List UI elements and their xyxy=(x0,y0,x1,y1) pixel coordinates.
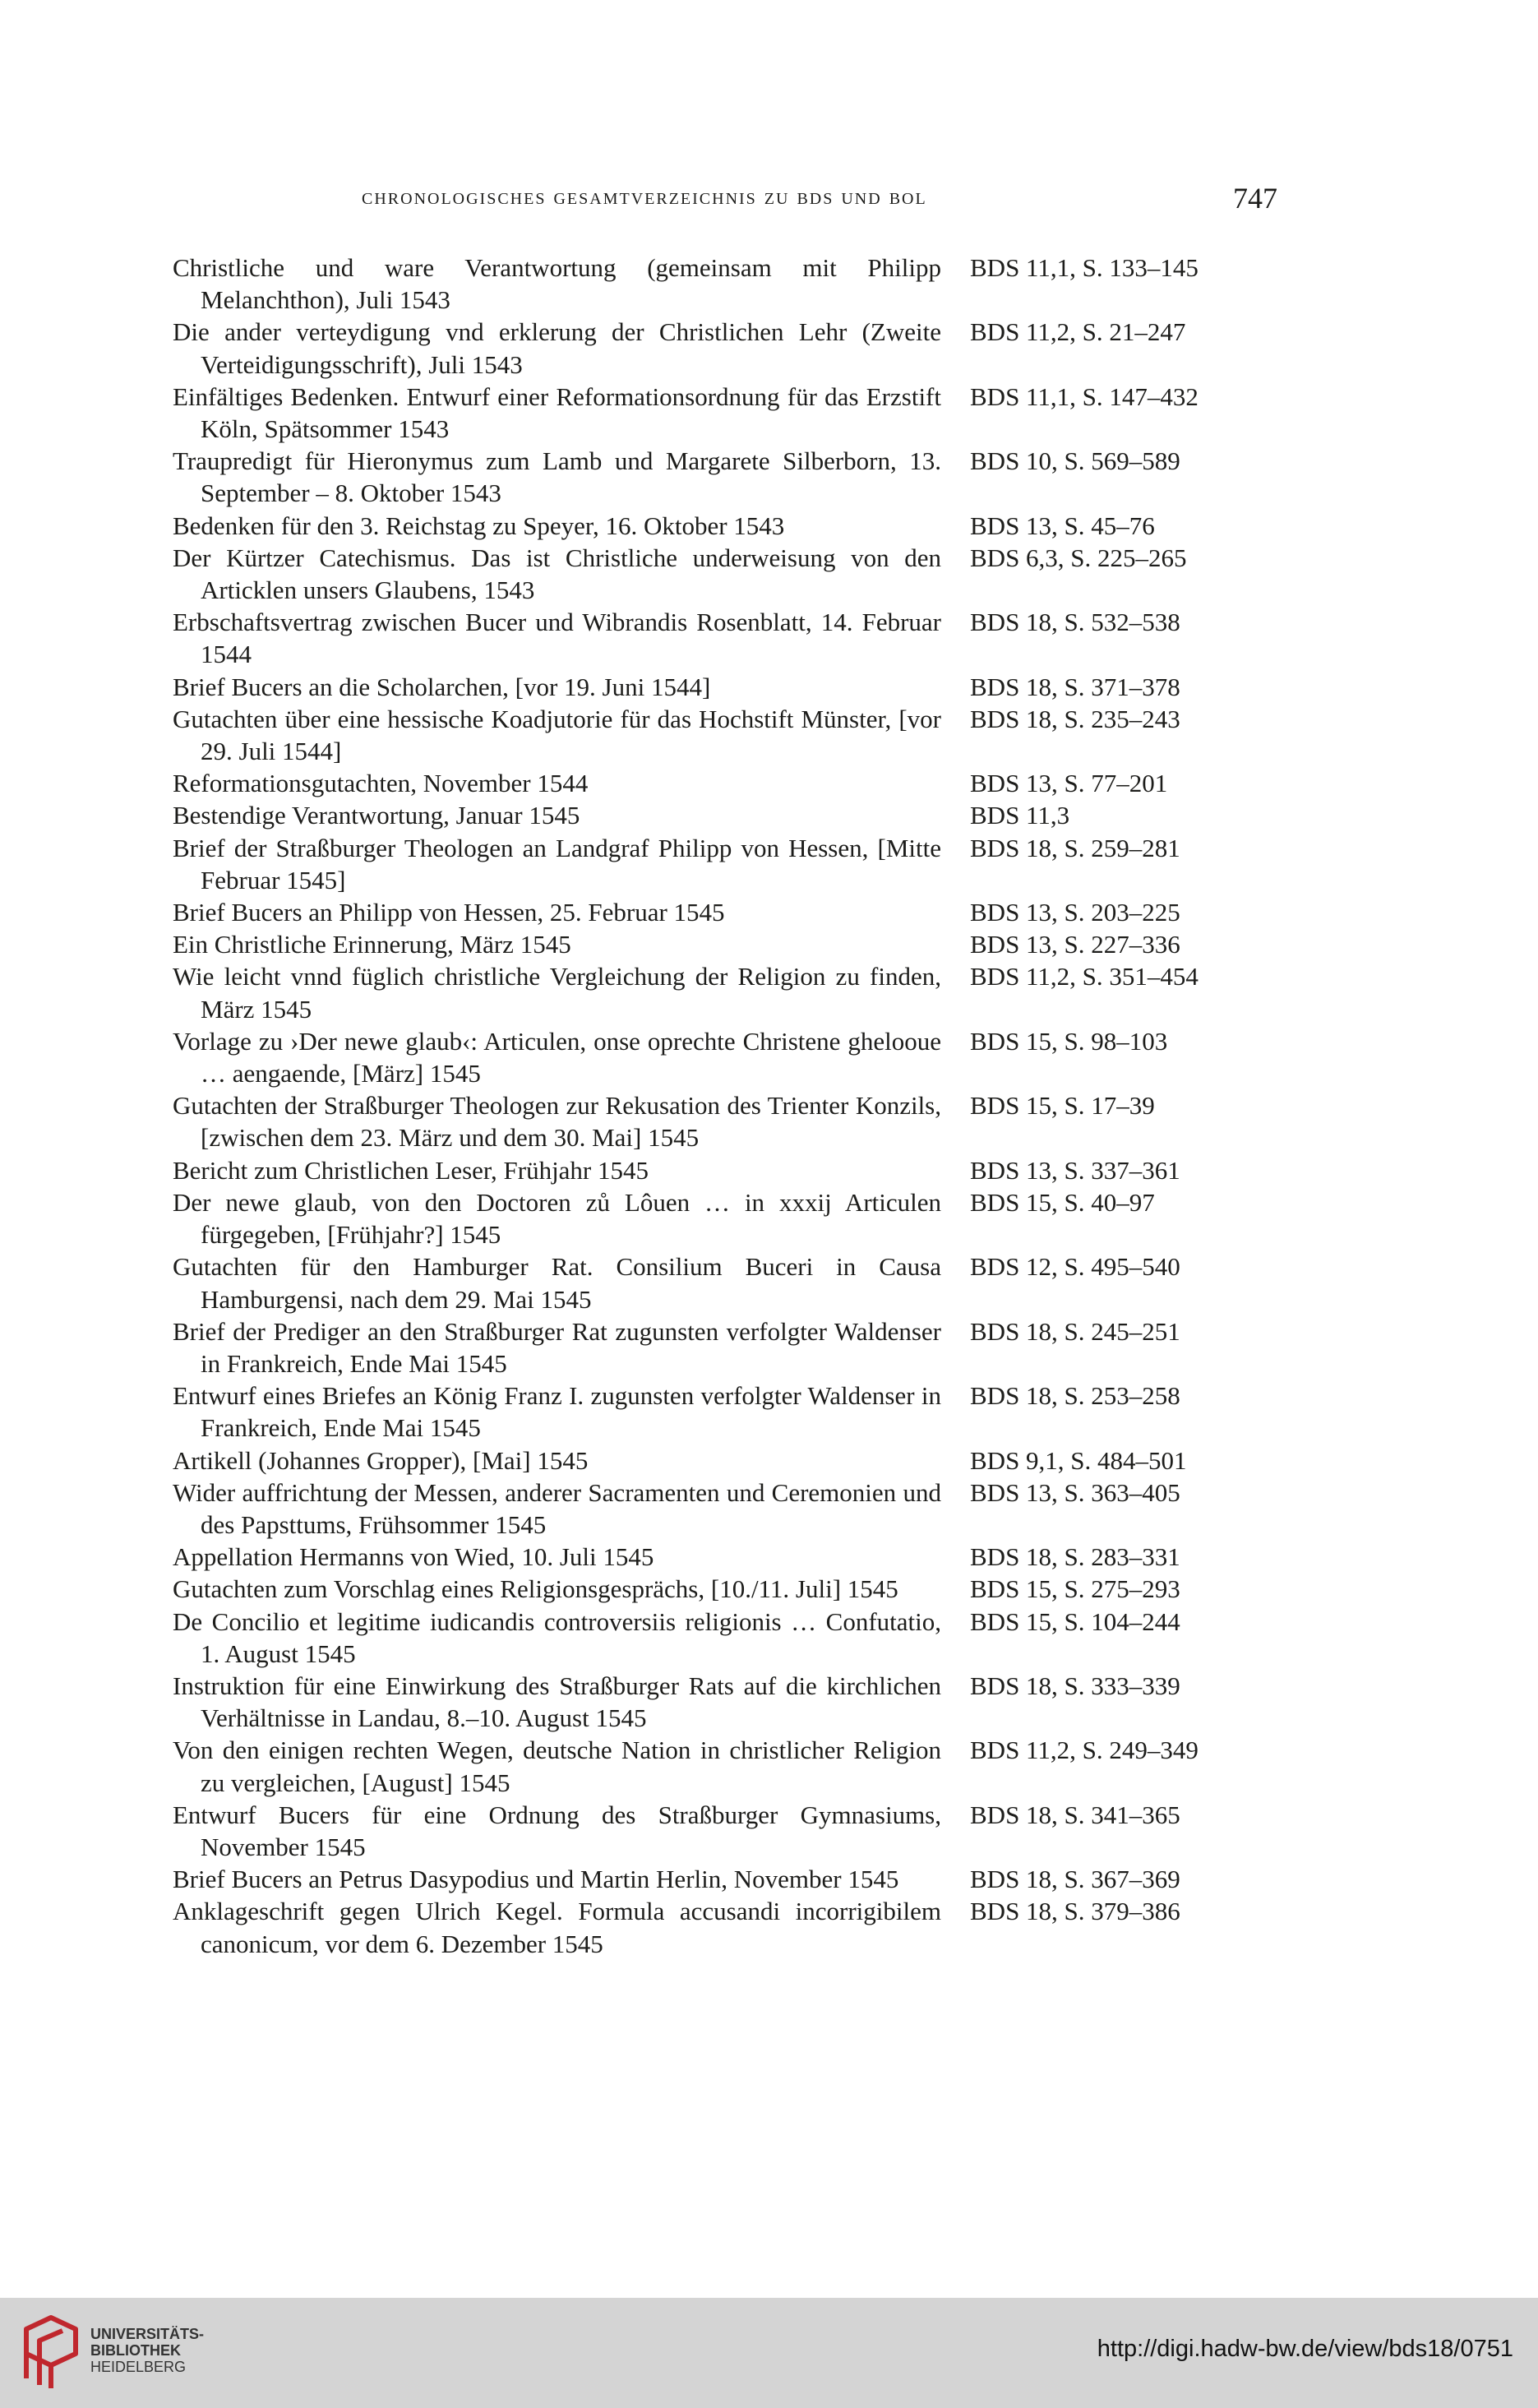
list-item xyxy=(173,1541,1241,1573)
entry-title: Brief Bucers an Petrus Dasypodius und Martin Herlin, November 1545 xyxy=(173,1865,899,1894)
entry-title: Brief der Straßburger Theologen an Landgraf Philipp von Hessen, [Mitte Februar 1545] xyxy=(173,833,941,894)
entry-reference: BDS 15, S. 104–244 xyxy=(970,1606,1180,1636)
list-item xyxy=(173,896,1241,928)
entry-reference: BDS 13, S. 77–201 xyxy=(970,769,1168,798)
entry-title: Bericht zum Christlichen Leser, Frühjahr 1545 xyxy=(173,1155,649,1185)
list-item xyxy=(173,1315,1241,1380)
entry-reference: BDS 18, S. 341–365 xyxy=(970,1800,1180,1829)
list-item xyxy=(173,832,1241,896)
page-number: 747 xyxy=(1233,182,1277,215)
entry-title: Bestendige Verantwortung, Januar 1545 xyxy=(173,801,580,830)
list-item xyxy=(173,510,1241,542)
entry-reference: BDS 18, S. 371–378 xyxy=(970,672,1180,701)
entry-title: Gutachten zum Vorschlag eines Religionsgesprächs, [10./11. Juli] 1545 xyxy=(173,1574,898,1604)
entry-reference: BDS 11,3 xyxy=(970,801,1070,830)
entry-reference: BDS 9,1, S. 484–501 xyxy=(970,1445,1187,1475)
list-item xyxy=(173,1799,1241,1863)
entry-title: Brief Bucers an Philipp von Hessen, 25. Februar 1545 xyxy=(173,898,725,927)
entry-reference: BDS 18, S. 333–339 xyxy=(970,1671,1180,1700)
entry-reference: BDS 15, S. 98–103 xyxy=(970,1026,1168,1056)
list-item xyxy=(173,928,1241,960)
list-item xyxy=(173,1380,1241,1444)
list-item xyxy=(173,799,1241,831)
entry-title: Appellation Hermanns von Wied, 10. Juli 1545 xyxy=(173,1542,654,1572)
entry-reference: BDS 18, S. 367–369 xyxy=(970,1865,1180,1894)
entry-title: Die ander verteydigung vnd erklerung der Christlichen Lehr (Zweite Verteidigungsschrift), Juli 1543 xyxy=(173,317,941,379)
library-name-line: HEIDELBERG xyxy=(90,2359,187,2375)
list-item xyxy=(173,542,1241,606)
running-head xyxy=(0,181,1538,214)
list-item xyxy=(173,1670,1241,1734)
list-item xyxy=(173,1606,1241,1670)
list-item xyxy=(173,1089,1241,1153)
entry-title: Vorlage zu ›Der newe glaub‹: Articulen, onse oprechte Christene ghelooue … aengaende, [März] 1545 xyxy=(173,1026,941,1088)
footer-bar xyxy=(0,2298,1538,2408)
entry-reference: BDS 18, S. 253–258 xyxy=(970,1381,1180,1411)
library-name-line: BIBLIOTHEK xyxy=(90,2342,181,2359)
entry-title: Erbschaftsvertrag zwischen Bucer und Wibrandis Rosenblatt, 14. Februar 1544 xyxy=(173,608,941,669)
entry-reference: BDS 13, S. 337–361 xyxy=(970,1155,1180,1185)
entry-reference: BDS 11,2, S. 351–454 xyxy=(970,962,1199,991)
list-item xyxy=(173,1444,1241,1477)
entry-title: Gutachten für den Hamburger Rat. Consilium Buceri in Causa Hamburgensi, nach dem 29. Mai 1545 xyxy=(173,1252,941,1314)
library-name-line: UNIVERSITÄTS- xyxy=(90,2326,205,2342)
list-item xyxy=(173,1895,1241,1959)
entry-reference: BDS 11,1, S. 147–432 xyxy=(970,381,1199,411)
running-title: chronologisches gesamtverzeichnis zu bds und bol xyxy=(362,184,927,210)
entry-reference: BDS 18, S. 259–281 xyxy=(970,833,1180,862)
entry-title: Einfältiges Bedenken. Entwurf einer Reformationsordnung für das Erzstift Köln, Spätsommer 1543 xyxy=(173,381,941,444)
entry-reference: BDS 11,2, S. 249–349 xyxy=(970,1736,1199,1765)
entry-reference: BDS 10, S. 569–589 xyxy=(970,446,1180,476)
entry-reference: BDS 11,2, S. 21–247 xyxy=(970,317,1186,347)
list-item xyxy=(173,1154,1241,1186)
entry-reference: BDS 15, S. 40–97 xyxy=(970,1187,1155,1217)
entry-title: Der Kürtzer Catechismus. Das ist Christliche underweisung von den Articklen unsers Glaubens, 1543 xyxy=(173,543,941,605)
entry-title: De Concilio et legitime iudicandis controversiis religionis … Confutatio, 1. August 1545 xyxy=(173,1606,941,1668)
list-item xyxy=(173,1734,1241,1798)
entry-reference: BDS 18, S. 245–251 xyxy=(970,1316,1180,1346)
entry-title: Brief der Prediger an den Straßburger Rat zugunsten verfolgter Waldenser in Frankreich, Ende Mai 1545 xyxy=(173,1316,941,1378)
entry-title: Ein Christliche Erinnerung, März 1545 xyxy=(173,930,571,959)
entry-title: Entwurf Bucers für eine Ordnung des Straßburger Gymnasiums, November 1545 xyxy=(173,1800,941,1861)
list-item xyxy=(173,381,1241,445)
list-item xyxy=(173,1250,1241,1315)
entry-title: Reformationsgutachten, November 1544 xyxy=(173,769,589,798)
list-item xyxy=(173,445,1241,509)
entry-reference: BDS 18, S. 379–386 xyxy=(970,1897,1180,1926)
list-item xyxy=(173,1186,1241,1250)
entry-title: Entwurf eines Briefes an König Franz I. zugunsten verfolgter Waldenser in Frankreich, Ende Mai 1545 xyxy=(173,1381,941,1443)
entry-title: Anklageschrift gegen Ulrich Kegel. Formula accusandi incorrigibilem canonicum, vor dem 6. Dezember 1545 xyxy=(173,1897,941,1958)
entry-title: Brief Bucers an die Scholarchen, [vor 19. Juni 1544] xyxy=(173,672,711,701)
entry-title: Der newe glaub, von den Doctoren zů Lôuen … in xxxij Articulen fürgegeben, [Frühjahr?] 1545 xyxy=(173,1187,941,1250)
list-item xyxy=(173,1863,1241,1895)
list-item xyxy=(173,252,1241,316)
entry-title: Wie leicht vnnd füglich christliche Vergleichung der Religion zu finden, März 1545 xyxy=(173,962,941,1024)
entry-title: Bedenken für den 3. Reichstag zu Speyer, 16. Oktober 1543 xyxy=(173,511,785,540)
list-item xyxy=(173,703,1241,767)
entry-list xyxy=(173,252,1241,1960)
list-item xyxy=(173,671,1241,703)
entry-reference: BDS 15, S. 17–39 xyxy=(970,1091,1155,1121)
list-item xyxy=(173,767,1241,799)
list-item xyxy=(173,1573,1241,1605)
entry-reference: BDS 6,3, S. 225–265 xyxy=(970,543,1187,572)
entry-reference: BDS 18, S. 532–538 xyxy=(970,608,1180,637)
list-item xyxy=(173,960,1241,1024)
list-item xyxy=(173,606,1241,670)
university-library-logo-icon xyxy=(18,2313,84,2392)
entry-title: Christliche und ware Verantwortung (gemeinsam mit Philipp Melanchthon), Juli 1543 xyxy=(173,253,941,315)
entry-reference: BDS 18, S. 235–243 xyxy=(970,704,1180,733)
entry-reference: BDS 13, S. 203–225 xyxy=(970,898,1180,927)
list-item xyxy=(173,1477,1241,1541)
library-name xyxy=(90,2326,204,2375)
entry-reference: BDS 11,1, S. 133–145 xyxy=(970,253,1199,282)
list-item xyxy=(173,1025,1241,1089)
entry-title: Gutachten über eine hessische Koadjutorie für das Hochstift Münster, [vor 29. Juli 1544] xyxy=(173,704,941,766)
entry-title: Instruktion für eine Einwirkung des Straßburger Rats auf die kirchlichen Verhältnisse in Landau, 8.–10. August 1545 xyxy=(173,1671,941,1733)
entry-reference: BDS 15, S. 275–293 xyxy=(970,1574,1180,1604)
entry-reference: BDS 18, S. 283–331 xyxy=(970,1542,1180,1572)
entry-title: Gutachten der Straßburger Theologen zur Rekusation des Trienter Konzils, [zwischen dem 23. März und dem 30. Mai] 1545 xyxy=(173,1091,941,1153)
entry-reference: BDS 13, S. 227–336 xyxy=(970,930,1180,959)
entry-reference: BDS 13, S. 45–76 xyxy=(970,511,1155,540)
entry-reference: BDS 13, S. 363–405 xyxy=(970,1477,1180,1507)
entry-title: Von den einigen rechten Wegen, deutsche Nation in christlicher Religion zu vergleichen, [August] 1545 xyxy=(173,1736,941,1797)
entry-title: Artikell (Johannes Gropper), [Mai] 1545 xyxy=(173,1445,589,1475)
entry-title: Traupredigt für Hieronymus zum Lamb und Margarete Silberborn, 13. September – 8. Oktober 1543 xyxy=(173,446,941,508)
source-url-link[interactable]: http://digi.hadw-bw.de/view/bds18/0751 xyxy=(1097,2336,1513,2362)
entry-reference: BDS 12, S. 495–540 xyxy=(970,1252,1180,1282)
entry-title: Wider auffrichtung der Messen, anderer Sacramenten und Ceremonien und des Papsttums, Frühsommer 1545 xyxy=(173,1477,941,1539)
list-item xyxy=(173,316,1241,380)
